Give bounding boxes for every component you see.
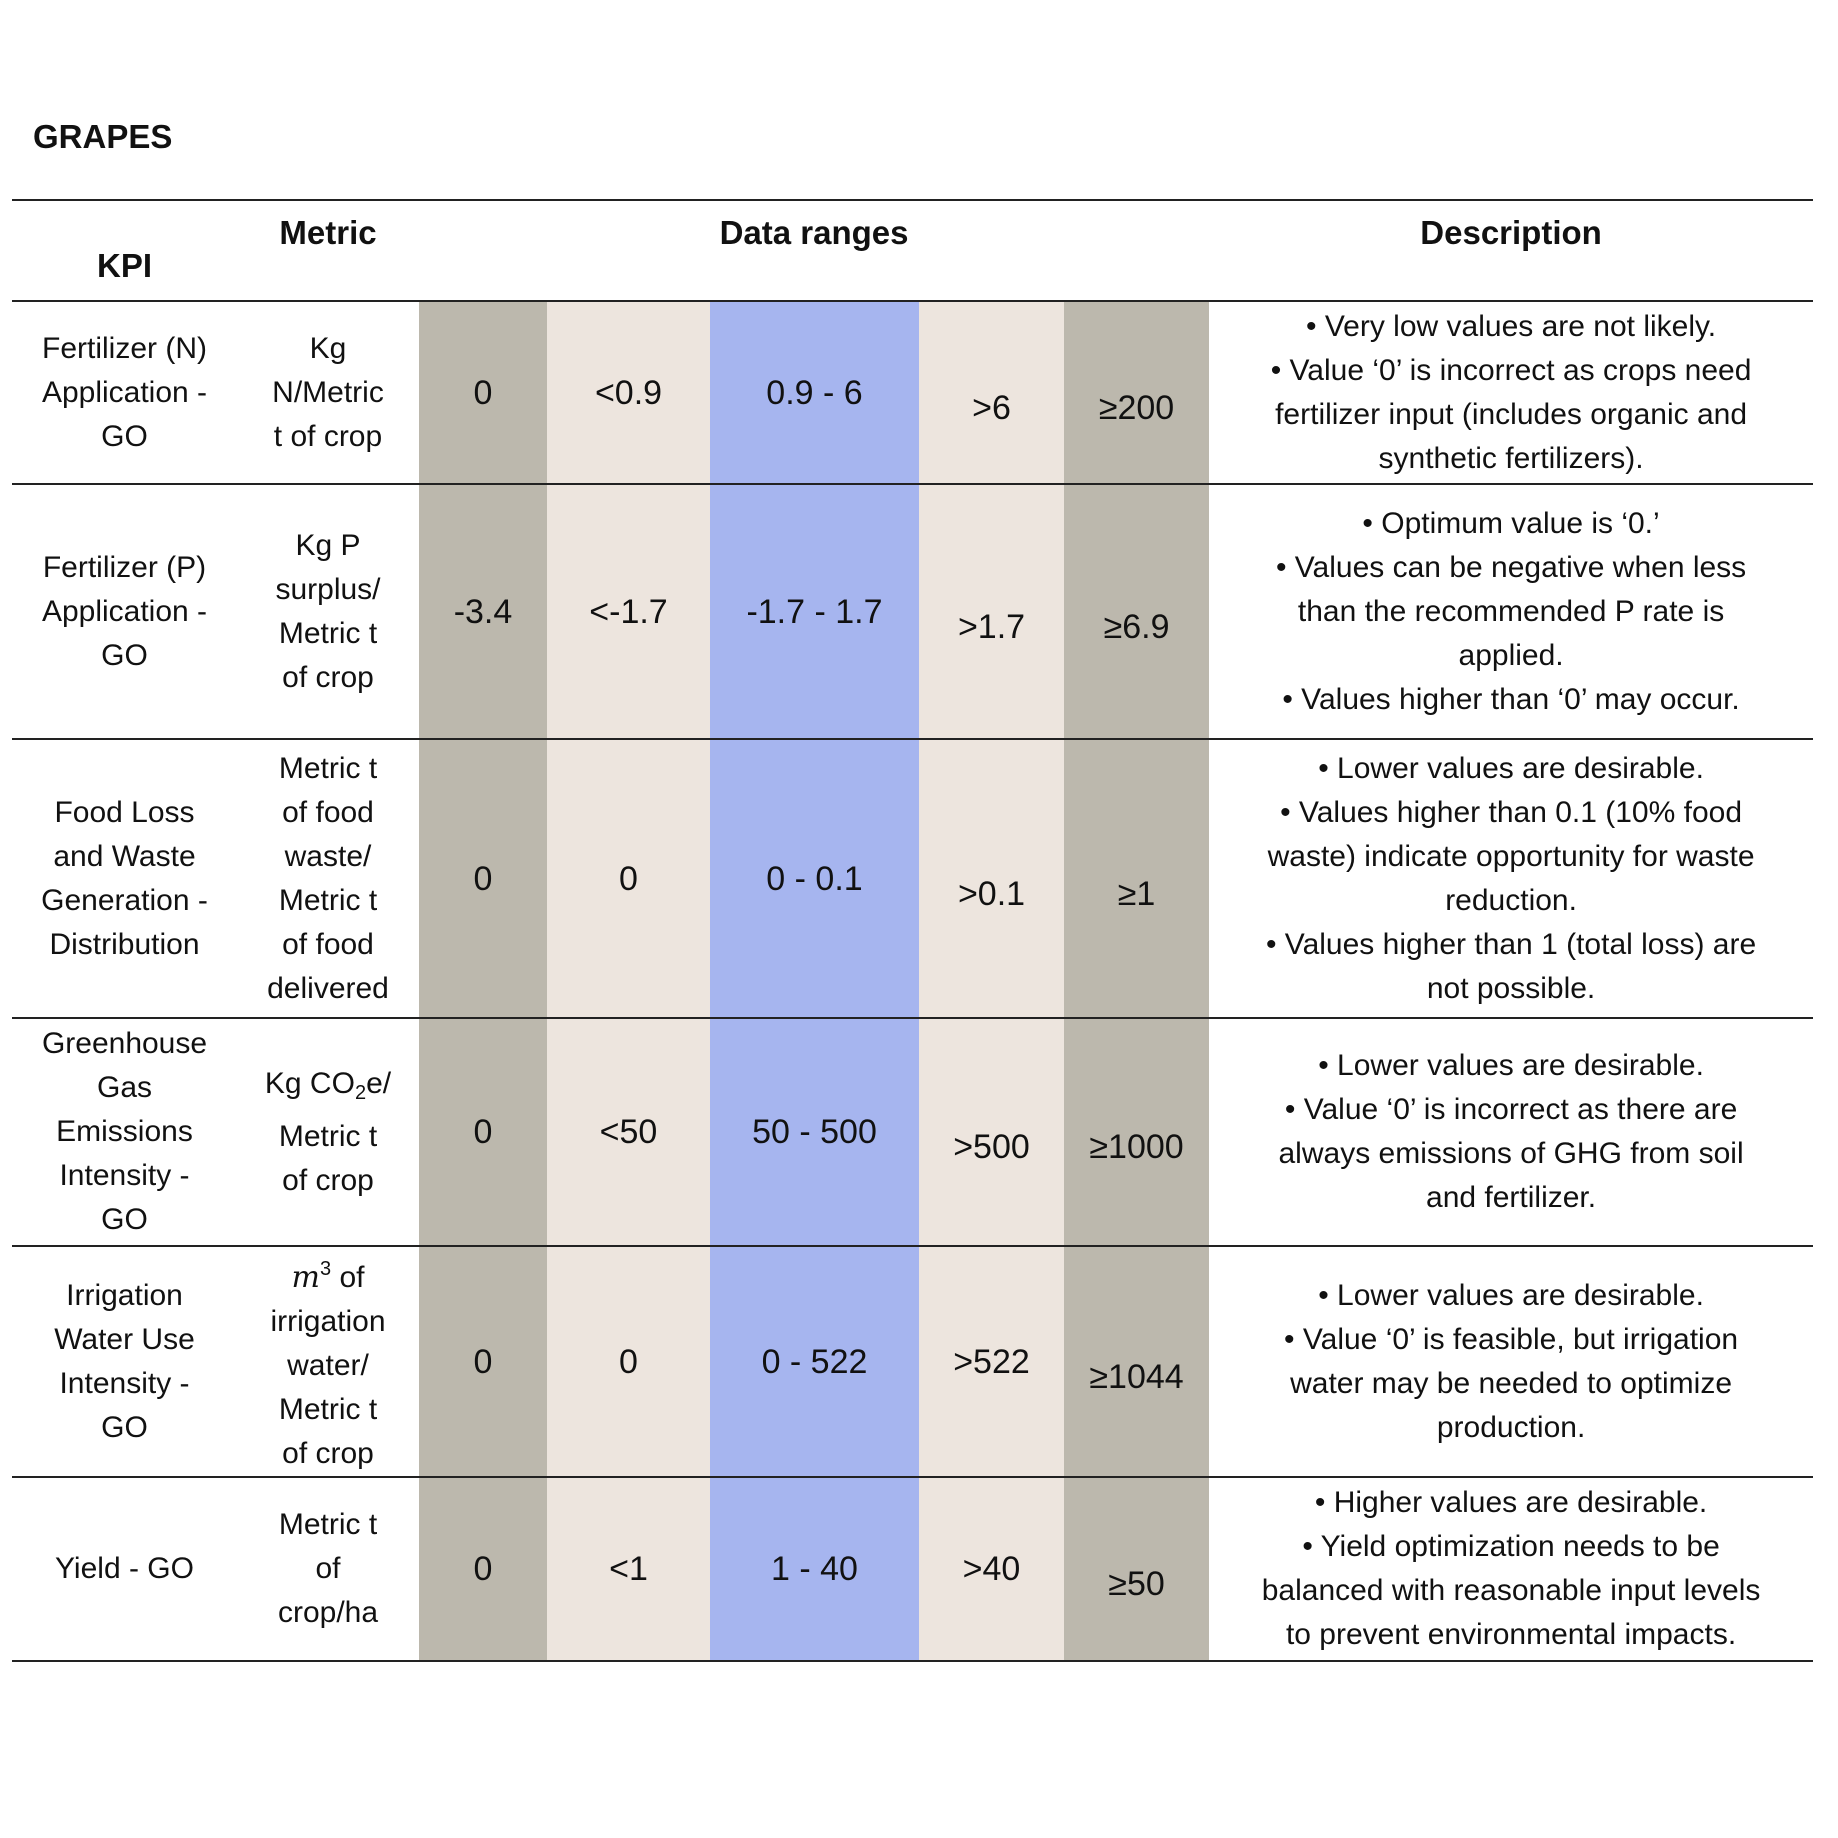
range-cell: ≥1044 [1064, 1246, 1209, 1477]
metric-cell: Metric t of food waste/ Metric t of food delivered [237, 739, 419, 1018]
range-cell: 0 - 522 [710, 1246, 919, 1477]
range-cell: 0 - 0.1 [710, 739, 919, 1018]
range-cell: 1 - 40 [710, 1477, 919, 1661]
range-cell: >1.7 [919, 484, 1064, 739]
range-cell: 0.9 - 6 [710, 301, 919, 484]
range-cell: <1 [547, 1477, 710, 1661]
metric-cell: Kg $CO_2e/$ Metric t of crop [237, 1018, 419, 1246]
range-cell: -3.4 [419, 484, 547, 739]
range-cell: >522 [919, 1246, 1064, 1477]
table-row [12, 1246, 1813, 1477]
range-cell: ≥50 [1064, 1477, 1209, 1661]
range-cell: 0 [419, 739, 547, 1018]
kpi-cell: Fertilizer (P) Application - GO [12, 484, 237, 739]
range-cell: ≥1 [1064, 739, 1209, 1018]
kpi-cell: Irrigation Water Use Intensity - GO [12, 1246, 237, 1477]
description-header: Description [1209, 200, 1813, 301]
description-cell: • Very low values are not likely. • Value ‘0’ is incorrect as crops need fertilizer input (includes organic and synthetic fertilizers). [1209, 301, 1813, 484]
table-row [12, 1018, 1813, 1246]
header-row [12, 200, 1813, 301]
kpi-table [12, 199, 1813, 1662]
table-row [12, 1477, 1813, 1661]
range-cell: <-1.7 [547, 484, 710, 739]
range-cell: >0.1 [919, 739, 1064, 1018]
range-cell: 50 - 500 [710, 1018, 919, 1246]
kpi-cell: Food Loss and Waste Generation - Distribution [12, 739, 237, 1018]
metric-cell: $m^3$ of irrigation water/ Metric t of crop [237, 1246, 419, 1477]
table-row [12, 301, 1813, 484]
range-cell: 0 [419, 1477, 547, 1661]
metric-cell: Kg N/Metric t of crop [237, 301, 419, 484]
page-title: GRAPES [33, 118, 173, 155]
kpi-header: KPI [12, 200, 237, 301]
range-cell: 0 [547, 739, 710, 1018]
metric-cell: Kg P surplus/ Metric t of crop [237, 484, 419, 739]
range-cell: 0 [419, 301, 547, 484]
range-cell: 0 [419, 1246, 547, 1477]
kpi-cell: Fertilizer (N) Application - GO [12, 301, 237, 484]
description-cell: • Lower values are desirable. • Value ‘0’ is incorrect as there are always emissions of GHG from soil and fertilizer. [1209, 1018, 1813, 1246]
metric-header: Metric [237, 200, 419, 301]
range-cell: >6 [919, 301, 1064, 484]
range-cell: <50 [547, 1018, 710, 1246]
kpi-cell: Greenhouse Gas Emissions Intensity - GO [12, 1018, 237, 1246]
table-row [12, 484, 1813, 739]
range-cell: <0.9 [547, 301, 710, 484]
kpi-cell: Yield - GO [12, 1477, 237, 1661]
range-cell: ≥6.9 [1064, 484, 1209, 739]
table-row [12, 739, 1813, 1018]
range-cell: >500 [919, 1018, 1064, 1246]
description-cell: • Optimum value is ‘0.’ • Values can be negative when less than the recommended P rate is applied. • Values higher than ‘0’ may occur. [1209, 484, 1813, 739]
data-ranges-header: Data ranges [419, 200, 1209, 301]
description-cell: • Lower values are desirable. • Value ‘0’ is feasible, but irrigation water may be needed to optimize production. [1209, 1246, 1813, 1477]
range-cell: ≥200 [1064, 301, 1209, 484]
description-cell: • Higher values are desirable. • Yield optimization needs to be balanced with reasonable input levels to prevent environmental impacts. [1209, 1477, 1813, 1661]
range-cell: -1.7 - 1.7 [710, 484, 919, 739]
range-cell: ≥1000 [1064, 1018, 1209, 1246]
metric-cell: Metric t of crop/ha [237, 1477, 419, 1661]
range-cell: >40 [919, 1477, 1064, 1661]
description-cell: • Lower values are desirable. • Values higher than 0.1 (10% food waste) indicate opportunity for waste reduction. • Values higher than 1 (total loss) are not possible. [1209, 739, 1813, 1018]
range-cell: 0 [547, 1246, 710, 1477]
range-cell: 0 [419, 1018, 547, 1246]
